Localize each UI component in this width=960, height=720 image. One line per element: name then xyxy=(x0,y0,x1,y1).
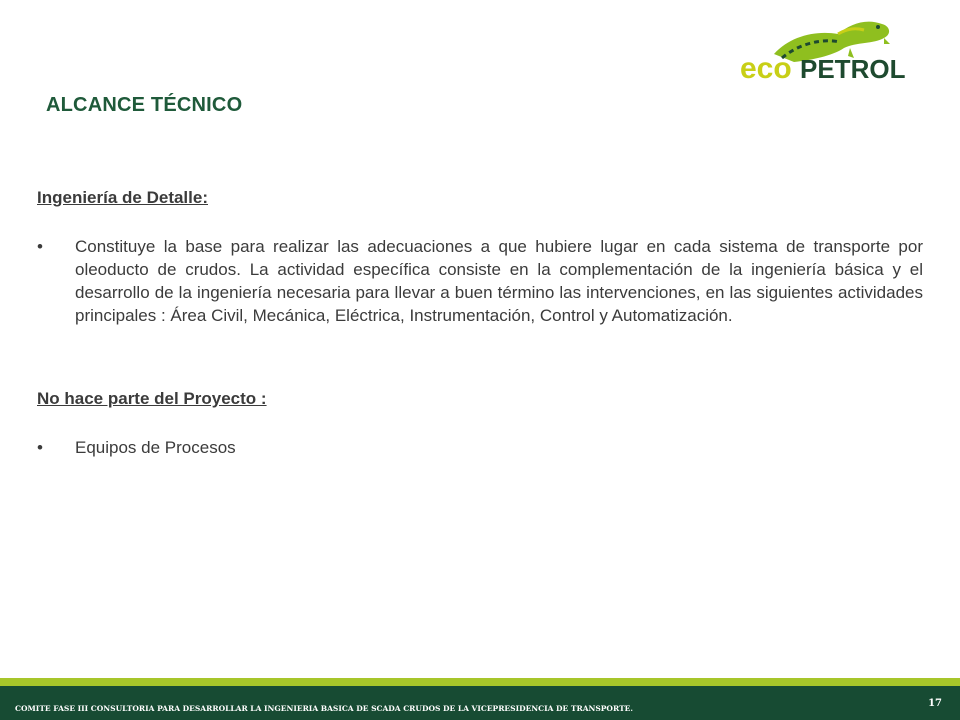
bullet-item xyxy=(37,436,923,459)
section-no-hace-parte xyxy=(37,387,923,459)
footer-text: COMITE FASE III CONSULTORIA PARA DESARROLLAR LA INGENIERIA BASICA DE SCADA CRUDOS DE LA VICEPRESIDENCIA DE TRANSPORTE. xyxy=(15,704,633,713)
footer-bar xyxy=(0,686,960,720)
slide-title: ALCANCE TÉCNICO xyxy=(46,94,243,116)
section-heading: Ingeniería de Detalle: xyxy=(37,188,208,207)
section-heading: No hace parte del Proyecto : xyxy=(37,389,267,408)
iguana-logo-icon xyxy=(738,14,934,86)
bullet-text: Constituye la base para realizar las adecuaciones a que hubiere lugar en cada sistema de transporte por oleoducto de crudos. La actividad específica consiste en la complementación de la ingeniería básica y el desarrollo de la ingeniería necesaria para llevar a buen término las intervenciones, en las siguientes actividades principales : Área Civil, Mecánica, Eléctrica, Instrumentación, Control y Automatización. xyxy=(75,237,923,325)
ecopetrol-logo xyxy=(738,14,934,86)
bullet-text: Equipos de Procesos xyxy=(75,438,236,457)
footer-accent-stripe xyxy=(0,678,960,686)
bullet-dot-icon: • xyxy=(37,438,43,457)
bullet-dot-icon: • xyxy=(37,237,43,256)
logo-eco-text: eco xyxy=(740,52,792,85)
bullet-list xyxy=(37,436,923,459)
slide-content xyxy=(37,186,923,459)
page-number: 17 xyxy=(928,698,942,709)
section-ingenieria-detalle xyxy=(37,186,923,327)
bullet-list xyxy=(37,235,923,327)
logo-petrol-text: PETROL xyxy=(800,54,906,84)
bullet-item xyxy=(37,235,923,327)
